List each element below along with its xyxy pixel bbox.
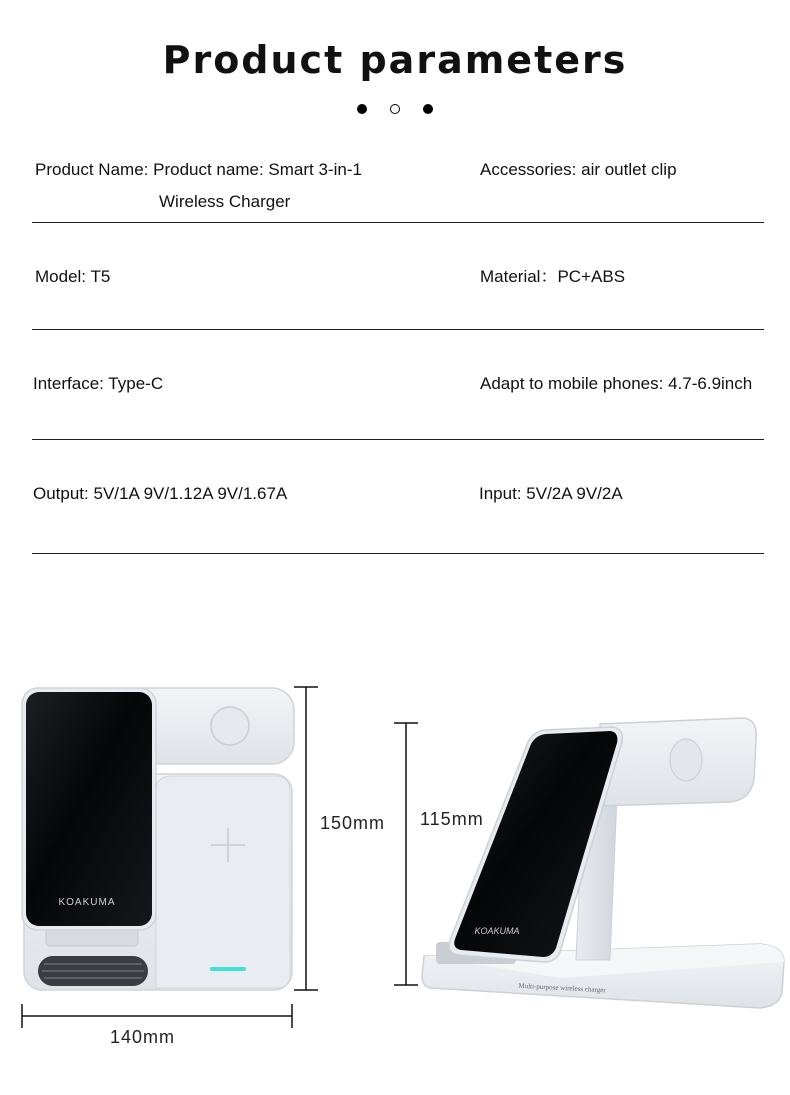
- param-value: T5: [90, 267, 111, 286]
- param-key: Interface:: [33, 374, 104, 393]
- page-title: Product parameters: [162, 38, 628, 82]
- param-value: PC+ABS: [557, 267, 626, 286]
- param-key: Accessories:: [480, 160, 577, 179]
- led-indicator: [210, 967, 246, 971]
- param-key: Material：: [480, 267, 558, 286]
- param-key: Adapt to mobile phones:: [480, 374, 664, 393]
- width-front-label: 140mm: [110, 1027, 176, 1047]
- param-value: 5V/1A 9V/1.12A 9V/1.67A: [93, 484, 288, 503]
- param-value: 4.7-6.9inch: [668, 374, 753, 393]
- param-value: air outlet clip: [581, 160, 677, 179]
- side-view-charger: [422, 718, 784, 1008]
- watch-pad: [211, 707, 249, 745]
- param-key: Input:: [479, 484, 522, 503]
- param-value-continued: Wireless Charger: [159, 192, 291, 211]
- height-side-label: 115mm: [420, 809, 484, 829]
- brand-logo: KOAKUMA: [58, 897, 116, 908]
- dimension-lines-side: [394, 723, 418, 985]
- param-key: Model:: [35, 267, 87, 286]
- side-brand-logo: KOAKUMA: [474, 926, 520, 936]
- param-value: Type-C: [108, 374, 164, 393]
- side-watch-pad: [670, 739, 702, 781]
- front-view-charger: [22, 688, 294, 990]
- height-front-label: 150mm: [320, 813, 386, 833]
- param-value: Product name: Smart 3-in-1: [153, 160, 362, 179]
- base-print-text: Multi-purpose wireless charger: [518, 981, 606, 995]
- phone-stand-panel: [26, 692, 152, 926]
- earbud-pad: [156, 776, 290, 988]
- param-key: Product Name:: [35, 160, 149, 179]
- param-key: Output:: [33, 484, 89, 503]
- param-value: 5V/2A 9V/2A: [526, 484, 623, 503]
